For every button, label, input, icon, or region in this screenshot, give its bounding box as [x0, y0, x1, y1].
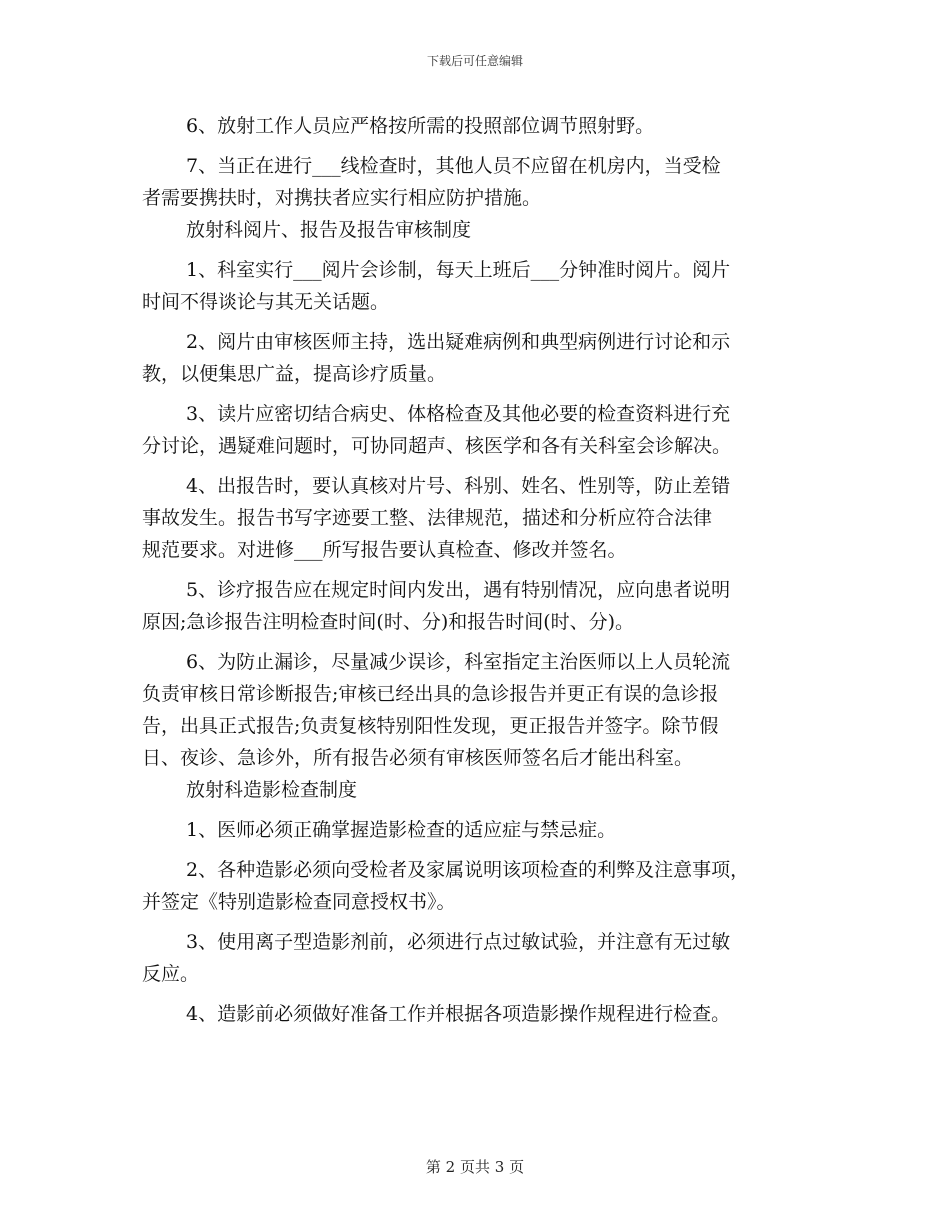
text-line: 4、出报告时，要认真核对片号、科别、姓名、性别等，防止差错: [186, 475, 731, 497]
text-line: 1、医师必须正确掌握造影检查的适应症与禁忌症。: [186, 819, 617, 841]
text-line: 事故发生。报告书写字迹要工整、法律规范，描述和分析应符合法律: [142, 507, 713, 529]
text-line: 5、诊疗报告应在规定时间内发出，遇有特别情况，应向患者说明: [186, 579, 731, 601]
text-line: 并签定《特别造影检查同意授权书》。: [142, 891, 456, 913]
text-line: 规范要求。对进修___所写报告要认真检查、修改并签名。: [142, 539, 627, 561]
text-line: 放射科造影检查制度: [186, 779, 358, 801]
page-footer: 第 2 页共 3 页: [425, 1158, 525, 1176]
document-body: [142, 110, 812, 1030]
text-line: 4、造影前必须做好准备工作并根据各项造影操作规程进行检查。: [186, 1003, 731, 1025]
text-line: 2、各种造影必须向受检者及家属说明该项检查的利弊及注意事项，: [186, 859, 750, 881]
text-line: 者需要携扶时，对携扶者应实行相应防护措施。: [142, 187, 542, 209]
page-header: 下载后可任意编辑: [426, 54, 523, 68]
text-line: 7、当正在进行___线检查时，其他人员不应留在机房内，当受检: [186, 155, 721, 177]
text-line: 3、读片应密切结合病史、体格检查及其他必要的检查资料进行充: [186, 403, 731, 425]
text-line: 分讨论，遇疑难问题时，可协同超声、核医学和各有关科室会诊解决。: [142, 435, 732, 457]
text-line: 6、放射工作人员应严格按所需的投照部位调节照射野。: [186, 115, 655, 137]
text-line: 日、夜诊、急诊外，所有报告必须有审核医师签名后才能出科室。: [142, 747, 694, 769]
text-line: 反应。: [142, 963, 200, 985]
text-line: 告，出具正式报告;负责复核特别阳性发现，更正报告并签字。除节假: [142, 715, 719, 737]
text-line: 1、科室实行___阅片会诊制，每天上班后___分钟准时阅片。阅片: [186, 259, 731, 281]
text-line: 负责审核日常诊断报告;审核已经出具的急诊报告并更正有误的急诊报: [142, 683, 719, 705]
text-line: 原因;急诊报告注明检查时间(时、分)和报告时间(时、分)。: [142, 611, 635, 633]
text-line: 3、使用离子型造影剂前，必须进行点过敏试验，并注意有无过敏: [186, 931, 731, 953]
text-line: 放射科阅片、报告及报告审核制度: [186, 219, 472, 241]
text-line: 时间不得谈论与其无关话题。: [142, 291, 390, 313]
text-line: 6、为防止漏诊，尽量减少误诊，科室指定主治医师以上人员轮流: [186, 651, 731, 673]
text-line: 教，以便集思广益，提高诊疗质量。: [142, 363, 447, 385]
text-line: 2、阅片由审核医师主持，选出疑难病例和典型病例进行讨论和示: [186, 331, 731, 353]
